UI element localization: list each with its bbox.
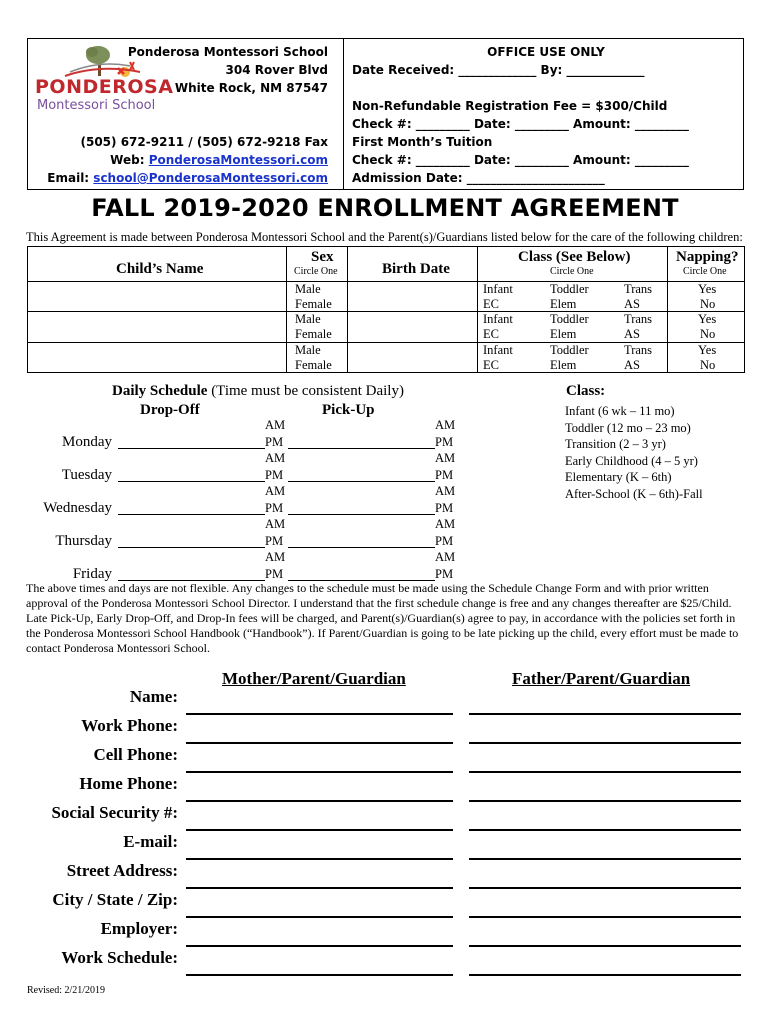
web-label: Web: — [110, 153, 145, 167]
napping-no-option[interactable]: No — [700, 327, 716, 341]
class-as-option[interactable]: AS — [624, 327, 640, 341]
pickup-am-label[interactable]: AM — [435, 517, 456, 531]
school-name: Ponderosa Montessori School — [127, 45, 328, 59]
napping-yes-option[interactable]: Yes — [698, 343, 717, 357]
intro-text: This Agreement is made between Ponderosa Montessori School and the Parent(s)/Guardians listed below for the care of the following children: — [26, 230, 743, 244]
field-label: Street Address: — [66, 861, 178, 880]
dropoff-am-label[interactable]: AM — [265, 517, 286, 531]
page-title: FALL 2019-2020 ENROLLMENT AGREEMENT — [91, 194, 679, 222]
class-as-option[interactable]: AS — [624, 358, 640, 372]
class-list-item: Elementary (K – 6th) — [565, 470, 672, 484]
napping-no-option[interactable]: No — [700, 297, 716, 311]
father-input-line[interactable] — [469, 945, 741, 947]
dropoff-pm-label[interactable]: PM — [265, 534, 284, 548]
pickup-time-field[interactable] — [288, 481, 435, 482]
father-input-line[interactable] — [469, 800, 741, 802]
mother-input-line[interactable] — [186, 858, 453, 860]
logo-text-top: PONDEROSA — [35, 76, 174, 98]
father-input-line[interactable] — [469, 974, 741, 976]
mother-input-line[interactable] — [186, 974, 453, 976]
pickup-am-label[interactable]: AM — [435, 550, 456, 564]
table-row — [28, 312, 744, 342]
mother-input-line[interactable] — [186, 829, 453, 831]
field-label: City / State / Zip: — [52, 890, 178, 909]
dropoff-time-field[interactable] — [118, 448, 265, 449]
dropoff-pm-label[interactable]: PM — [265, 435, 284, 449]
day-label-friday: Friday — [72, 566, 112, 582]
office-admission: Admission Date: _______________________ — [352, 171, 605, 185]
field-label: Work Phone: — [81, 716, 178, 735]
field-label: Home Phone: — [79, 774, 178, 793]
schedule-title-bold: Daily Schedule — [112, 383, 208, 399]
class-as-option[interactable]: AS — [624, 297, 640, 311]
pickup-pm-label[interactable]: PM — [435, 435, 454, 449]
office-fee: Non-Refundable Registration Fee = $300/Child — [352, 99, 668, 113]
day-label-wednesday: Wednesday — [43, 500, 112, 516]
class-elem-option[interactable]: Elem — [550, 358, 577, 372]
class-trans-option[interactable]: Trans — [624, 312, 653, 326]
father-input-line[interactable] — [469, 916, 741, 918]
field-label: Social Security #: — [51, 803, 178, 822]
field-label: Employer: — [100, 919, 178, 938]
col-childs-name: Child’s Name — [116, 261, 204, 277]
office-title: OFFICE USE ONLY — [487, 45, 605, 59]
dropoff-am-label[interactable]: AM — [265, 550, 286, 564]
school-contact — [30, 133, 328, 187]
child-table — [27, 246, 745, 373]
class-infant-option[interactable]: Infant — [483, 343, 513, 357]
pickup-pm-label[interactable]: PM — [435, 501, 454, 515]
col-class-sub: Circle One — [550, 266, 594, 277]
napping-yes-option[interactable]: Yes — [698, 282, 717, 296]
office-check-1: Check #: _________ Date: _________ Amount: _________ — [352, 117, 689, 131]
office-use-section — [352, 43, 740, 187]
class-list-title: Class: — [566, 383, 606, 399]
day-label-monday: Monday — [62, 434, 112, 450]
school-address-2: White Rock, NM 87547 — [174, 81, 328, 95]
school-info — [30, 43, 328, 97]
revised-date: Revised: 2/21/2019 — [27, 985, 106, 996]
class-list — [565, 403, 703, 502]
dropoff-am-label[interactable]: AM — [265, 418, 286, 432]
class-trans-option[interactable]: Trans — [624, 343, 653, 357]
dropoff-time-field[interactable] — [118, 481, 265, 482]
sex-female-option[interactable]: Female — [295, 297, 332, 311]
policy-text: The above times and days are not flexible. Any changes to the schedule must be made using the Schedule Change Form and with prior written approval of the Ponderosa Montessori School Director. I understand that the first schedule change is free and any changes thereafter are $25/Child. Late Pick-Up, Early Drop-Off, and Drop-In fees will be charged, and Parent(s)/Guardian(s) agree to pay, in accordance with the policies set forth in the Ponderosa Montessori School Handbook (“Handbook”). If Parent/Guardian is going to be late picking up the child, every effort must be made to contact Ponderosa Montessori School. — [26, 581, 739, 655]
dropoff-pm-label[interactable]: PM — [265, 501, 284, 515]
col-sex-sub: Circle One — [294, 266, 338, 277]
mother-input-line[interactable] — [186, 771, 453, 773]
field-label: Work Schedule: — [61, 948, 178, 967]
office-tuition: First Month’s Tuition — [352, 135, 493, 149]
class-toddler-option[interactable]: Toddler — [550, 343, 589, 357]
class-ec-option[interactable]: EC — [483, 358, 499, 372]
dropoff-am-label[interactable]: AM — [265, 484, 286, 498]
logo-text-bottom: Montessori School — [37, 98, 156, 113]
dropoff-time-field[interactable] — [118, 514, 265, 515]
napping-yes-option[interactable]: Yes — [698, 312, 717, 326]
dropoff-header: Drop-Off — [140, 402, 200, 418]
email-label: Email: — [47, 171, 90, 185]
pickup-time-field[interactable] — [288, 547, 435, 548]
col-napping-sub: Circle One — [683, 266, 727, 277]
office-check-2: Check #: _________ Date: _________ Amount: _________ — [352, 153, 689, 167]
sex-male-option[interactable]: Male — [295, 343, 321, 357]
father-input-line[interactable] — [469, 742, 741, 744]
mother-guardian-header: Mother/Parent/Guardian — [222, 669, 406, 688]
day-label-thursday: Thursday — [55, 533, 112, 549]
field-label: E-mail: — [123, 832, 178, 851]
office-date-received: Date Received: _____________ By: _____________ — [352, 63, 645, 77]
col-sex: Sex — [311, 249, 334, 265]
school-phone: (505) 672-9211 / (505) 672-9218 Fax — [80, 135, 328, 149]
pickup-pm-label[interactable]: PM — [435, 567, 454, 581]
class-elem-option[interactable]: Elem — [550, 297, 577, 311]
col-birth-date: Birth Date — [382, 261, 450, 277]
schedule-title-rest: (Time must be consistent Daily) — [207, 383, 404, 399]
dropoff-am-label[interactable]: AM — [265, 451, 286, 465]
school-web-line — [30, 151, 328, 169]
pickup-time-field[interactable] — [288, 448, 435, 449]
sex-female-option[interactable]: Female — [295, 327, 332, 341]
father-input-line[interactable] — [469, 829, 741, 831]
schedule-title — [112, 383, 404, 400]
dropoff-pm-label[interactable]: PM — [265, 468, 284, 482]
class-elem-option[interactable]: Elem — [550, 327, 577, 341]
pickup-pm-label[interactable]: PM — [435, 468, 454, 482]
dropoff-time-field[interactable] — [118, 547, 265, 548]
mother-input-line[interactable] — [186, 945, 453, 947]
col-napping: Napping? — [676, 249, 739, 265]
class-list-item: Early Childhood (4 – 5 yr) — [565, 453, 698, 468]
class-toddler-option[interactable]: Toddler — [550, 282, 589, 296]
sex-male-option[interactable]: Male — [295, 312, 321, 326]
header-divider — [343, 38, 344, 190]
pickup-header: Pick-Up — [322, 402, 375, 418]
class-list-item: Toddler (12 mo – 23 mo) — [565, 420, 691, 435]
mother-input-line[interactable] — [186, 887, 453, 889]
class-infant-option[interactable]: Infant — [483, 282, 513, 296]
class-ec-option[interactable]: EC — [483, 327, 499, 341]
pickup-time-field[interactable] — [288, 514, 435, 515]
pickup-pm-label[interactable]: PM — [435, 534, 454, 548]
mother-input-line[interactable] — [186, 742, 453, 744]
field-label: Name: — [129, 687, 178, 706]
col-class: Class (See Below) — [518, 249, 631, 265]
class-list-item: After-School (K – 6th)-Fall — [565, 486, 703, 501]
class-trans-option[interactable]: Trans — [624, 282, 653, 296]
napping-no-option[interactable]: No — [700, 358, 716, 372]
sex-male-option[interactable]: Male — [295, 282, 321, 296]
class-list-item: Transition (2 – 3 yr) — [565, 437, 666, 451]
class-ec-option[interactable]: EC — [483, 297, 499, 311]
mother-input-line[interactable] — [186, 713, 453, 715]
field-label: Cell Phone: — [93, 745, 178, 764]
father-input-line[interactable] — [469, 713, 741, 715]
web-link[interactable]: PonderosaMontessori.com — [148, 153, 328, 167]
father-guardian-header: Father/Parent/Guardian — [512, 669, 691, 688]
class-list-item: Infant (6 wk – 11 mo) — [565, 404, 675, 418]
pickup-am-label[interactable]: AM — [435, 418, 456, 432]
pickup-am-label[interactable]: AM — [435, 451, 456, 465]
pickup-am-label[interactable]: AM — [435, 484, 456, 498]
class-infant-option[interactable]: Infant — [483, 312, 513, 326]
school-address-1: 304 Rover Blvd — [225, 63, 328, 77]
sex-female-option[interactable]: Female — [295, 358, 332, 372]
dropoff-pm-label[interactable]: PM — [265, 567, 284, 581]
father-input-line[interactable] — [469, 858, 741, 860]
email-link[interactable]: school@PonderosaMontessori.com — [93, 171, 328, 185]
school-email-line — [30, 169, 328, 187]
table-row — [28, 343, 744, 373]
day-label-tuesday: Tuesday — [61, 467, 112, 483]
table-row — [28, 282, 744, 312]
father-input-line[interactable] — [469, 887, 741, 889]
father-input-line[interactable] — [469, 771, 741, 773]
class-toddler-option[interactable]: Toddler — [550, 312, 589, 326]
mother-input-line[interactable] — [186, 800, 453, 802]
mother-input-line[interactable] — [186, 916, 453, 918]
